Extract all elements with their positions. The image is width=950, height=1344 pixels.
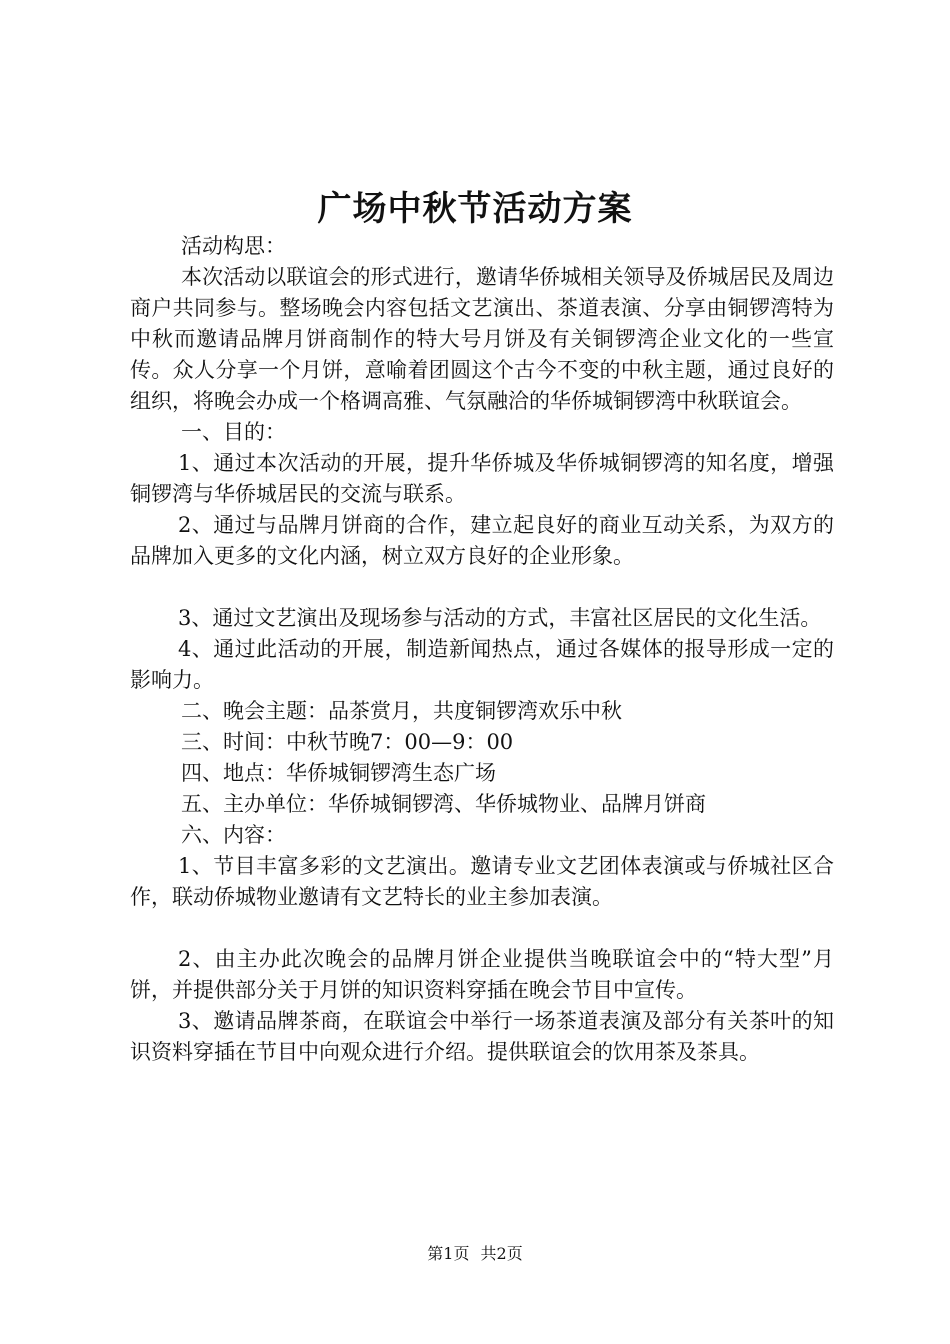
purpose-item-1: 1、通过本次活动的开展，提升华侨城及华侨城铜锣湾的知名度，增强铜锣湾与华侨城居民的交流与联系。 (130, 451, 834, 506)
section-organizers: 五、主办单位：华侨城铜锣湾、华侨城物业、品牌月饼商 (181, 792, 706, 816)
page-number: 第1页 (427, 1244, 470, 1263)
section-heading-concept: 活动构思： (181, 234, 286, 258)
content-item-2: 2、由主办此次晚会的品牌月饼企业提供当晚联谊会中的“特大型”月饼，并提供部分关于月饼的知识资料穿插在晚会节目中宣传。 (130, 947, 834, 1002)
page-footer (0, 1243, 950, 1265)
purpose-item-4: 4、通过此活动的开展，制造新闻热点，通过各媒体的报导形成一定的影响力。 (130, 637, 834, 692)
section-time: 三、时间：中秋节晚7：00—9：00 (181, 730, 514, 754)
paragraph-spacer (130, 572, 834, 603)
section-location: 四、地点：华侨城铜锣湾生态广场 (181, 761, 496, 785)
page-title: 广场中秋节活动方案 (317, 189, 633, 229)
section-heading-purpose: 一、目的： (181, 420, 286, 444)
document-body (130, 231, 834, 1068)
section-theme: 二、晚会主题：品茶赏月，共度铜锣湾欢乐中秋 (181, 699, 622, 723)
purpose-item-2: 2、通过与品牌月饼商的合作，建立起良好的商业互动关系，为双方的品牌加入更多的文化内涵，树立双方良好的企业形象。 (130, 513, 834, 568)
content-item-1: 1、节目丰富多彩的文艺演出。邀请专业文艺团体表演或与侨城社区合作，联动侨城物业邀请有文艺特长的业主参加表演。 (130, 854, 834, 909)
page-total: 共2页 (480, 1244, 523, 1263)
section-heading-content: 六、内容： (181, 823, 286, 847)
paragraph-spacer (130, 913, 834, 944)
content-item-3: 3、邀请品牌茶商，在联谊会中举行一场茶道表演及部分有关茶叶的知识资料穿插在节目中向观众进行介绍。提供联谊会的饮用茶及茶具。 (130, 1009, 834, 1064)
purpose-item-3: 3、通过文艺演出及现场参与活动的方式，丰富社区居民的文化生活。 (178, 606, 822, 630)
concept-paragraph: 本次活动以联谊会的形式进行，邀请华侨城相关领导及侨城居民及周边商户共同参与。整场晚会内容包括文艺演出、茶道表演、分享由铜锣湾特为中秋而邀请品牌月饼商制作的特大号月饼及有关铜锣湾企业文化的一些宣传。众人分享一个月饼，意喻着团圆这个古今不变的中秋主题，通过良好的组织，将晚会办成一个格调高雅、气氛融洽的华侨城铜锣湾中秋联谊会。 (130, 265, 834, 413)
